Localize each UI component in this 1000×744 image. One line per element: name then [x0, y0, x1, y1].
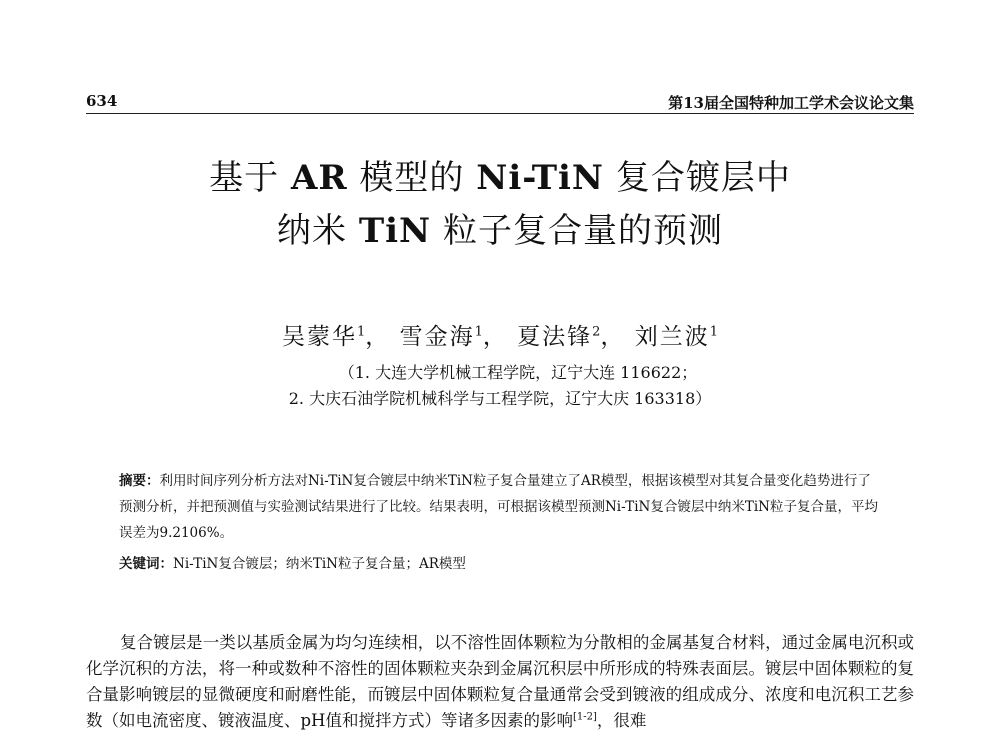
title-text: Ni-TiN [476, 158, 605, 198]
header-divider [86, 113, 914, 114]
title-text: 粒子复合量的预测 [442, 211, 723, 251]
author-list [0, 318, 1000, 351]
abstract [119, 468, 879, 546]
paper-title-line-1 [0, 150, 1000, 199]
author-name: 吴蒙华 [281, 324, 357, 350]
keywords [119, 552, 879, 572]
author-separator: ， [365, 324, 391, 350]
journal-running-header: 第13届全国特种加工学术会议论文集 [668, 94, 914, 112]
author-separator: ， [600, 324, 626, 350]
title-text: 复合镀层中 [615, 158, 791, 198]
body-text: ，很难 [596, 711, 647, 730]
title-text: AR [290, 158, 348, 198]
author-name: 刘兰波 [634, 324, 710, 350]
title-text: 基于 [209, 158, 280, 198]
author-affiliation-mark: 2 [592, 324, 601, 340]
citation-ref: [1-2] [572, 711, 597, 723]
page-number: 634 [86, 92, 118, 110]
body-paragraph [86, 630, 914, 734]
title-text: TiN [358, 211, 432, 251]
author-name: 夏法锋 [517, 324, 593, 350]
keywords-text: Ni-TiN复合镀层；纳米TiN粒子复合量；AR模型 [173, 556, 466, 572]
author-affiliation-mark: 1 [709, 324, 719, 340]
abstract-label: 摘要： [119, 473, 160, 489]
keywords-label: 关键词： [119, 556, 173, 572]
author-name: 雪金海 [399, 324, 475, 350]
title-text: 纳米 [277, 211, 348, 251]
affiliation-line: 2. 大庆石油学院机械科学与工程学院，辽宁大庆 163318） [288, 389, 712, 408]
paper-title-line-2 [0, 203, 1000, 252]
body-text: 复合镀层是一类以基质金属为均匀连续相，以不溶性固体颗粒为分散相的金属基复合材料，通过金属电沉积或化学沉积的方法，将一种或数种不溶性的固体颗粒夹杂到金属沉积层中所形成的特殊表面层。镀层中固体颗粒的复合量影响镀层的显微硬度和耐磨性能，而镀层中固体颗粒复合量通常会受到镀液的组成成分、浓度和电沉积工艺参数（如电流密度、镀液温度、pH值和搅拌方式）等诸多因素的影响 [86, 633, 914, 730]
abstract-text: 利用时间序列分析方法对Ni-TiN复合镀层中纳米TiN粒子复合量建立了AR模型，根据该模型对其复合量变化趋势进行了预测分析，并把预测值与实验测试结果进行了比较。结果表明，可根据该模型预测Ni-TiN复合镀层中纳米TiN粒子复合量，平均误差为9.2106%。 [119, 473, 878, 541]
author-separator: ， [482, 324, 508, 350]
author-affiliation-mark: 1 [356, 324, 366, 340]
title-text: 模型的 [359, 158, 465, 198]
author-affiliation-mark: 1 [474, 324, 483, 340]
affiliation-line: （1. 大连大学机械工程学院，辽宁大连 116622； [338, 363, 698, 382]
